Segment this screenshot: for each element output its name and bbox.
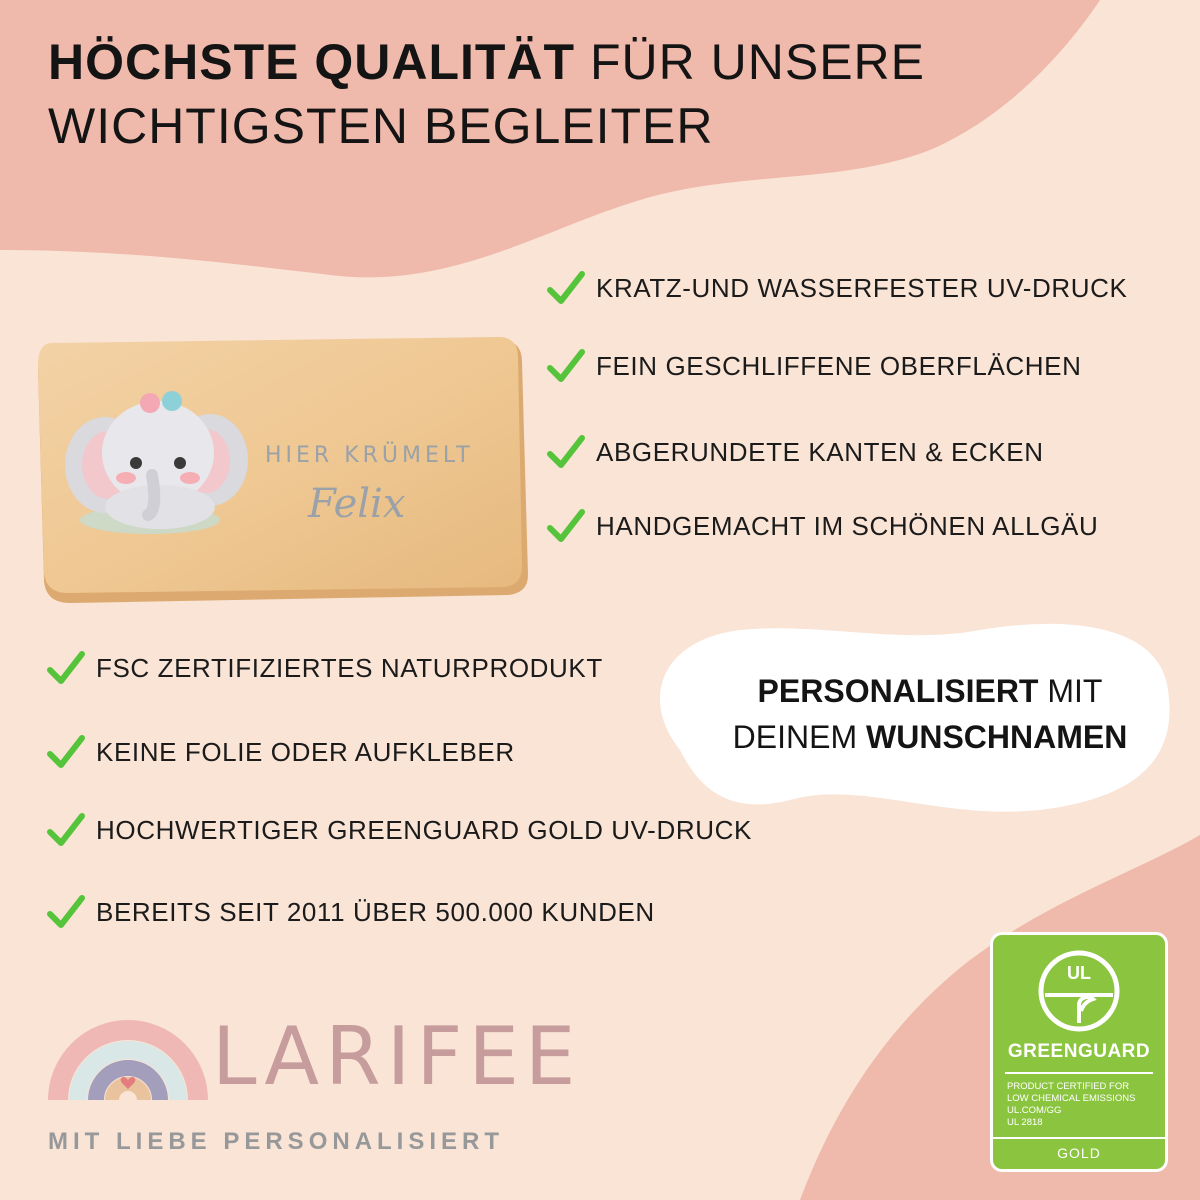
badge-description <box>1007 1081 1157 1129</box>
logo-wordmark: LARIFEE <box>212 1010 582 1103</box>
list-item <box>46 810 752 850</box>
list-item <box>46 648 603 688</box>
ul-text: UL <box>1067 963 1091 983</box>
logo-tagline: MIT LIEBE PERSONALISIERT <box>48 1128 505 1155</box>
check-icon <box>546 268 586 308</box>
bubble-bold-1: PERSONALISIERT <box>757 673 1039 709</box>
board-line1: HIER KRÜMELT <box>265 443 474 468</box>
bubble-bold-2: WUNSCHNAMEN <box>866 719 1128 755</box>
headline-bold: HÖCHSTE QUALITÄT <box>48 34 576 90</box>
bubble-text <box>680 668 1180 760</box>
list-item <box>546 268 1127 308</box>
list-item <box>546 432 1044 472</box>
board-name: Felix <box>308 481 406 527</box>
check-icon <box>546 506 586 546</box>
bubble-rest-2: DEINEM <box>732 719 867 755</box>
headline-rest: FÜR UNSERE <box>575 34 926 90</box>
feature-label: HANDGEMACHT IM SCHÖNEN ALLGÄU <box>596 510 1099 541</box>
personalization-bubble <box>680 612 1180 812</box>
feature-label: KRATZ-UND WASSERFESTER UV-DRUCK <box>596 272 1128 303</box>
feature-label: FEIN GESCHLIFFENE OBERFLÄCHEN <box>596 350 1082 381</box>
feature-label: FSC ZERTIFIZIERTES NATURPRODUKT <box>96 652 603 683</box>
breakfast-board-image <box>30 335 530 605</box>
list-item <box>46 892 655 932</box>
check-icon <box>546 346 586 386</box>
check-icon <box>46 732 86 772</box>
feature-label: KEINE FOLIE ODER AUFKLEBER <box>96 736 515 767</box>
ul-certification-icon <box>1037 949 1121 1033</box>
badge-divider <box>1005 1072 1153 1074</box>
badge-desc-line: LOW CHEMICAL EMISSIONS <box>1007 1093 1136 1104</box>
headline-line2: WICHTIGSTEN BEGLEITER <box>48 98 714 154</box>
rainbow-logo-icon <box>48 1000 208 1100</box>
bubble-rest-1: MIT <box>1038 673 1103 709</box>
badge-name: GREENGUARD <box>1007 1041 1151 1062</box>
list-item <box>546 506 1098 546</box>
list-item <box>546 346 1081 386</box>
feature-label: BEREITS SEIT 2011 ÜBER 500.000 KUNDEN <box>96 896 655 927</box>
badge-desc-line: PRODUCT CERTIFIED FOR <box>1007 1081 1130 1092</box>
badge-desc-line: UL.COM/GG <box>1007 1105 1062 1116</box>
feature-list-top <box>546 266 1186 566</box>
badge-level: GOLD <box>993 1137 1165 1169</box>
check-icon <box>46 810 86 850</box>
badge-desc-line: UL 2818 <box>1007 1117 1043 1128</box>
feature-label: HOCHWERTIGER GREENGUARD GOLD UV-DRUCK <box>96 814 752 845</box>
check-icon <box>546 432 586 472</box>
list-item <box>46 732 515 772</box>
feature-label: ABGERUNDETE KANTEN & ECKEN <box>596 436 1044 467</box>
headline <box>48 30 1148 158</box>
check-icon <box>46 892 86 932</box>
check-icon <box>46 648 86 688</box>
greenguard-badge <box>990 932 1168 1172</box>
feature-list-bottom <box>46 646 766 946</box>
